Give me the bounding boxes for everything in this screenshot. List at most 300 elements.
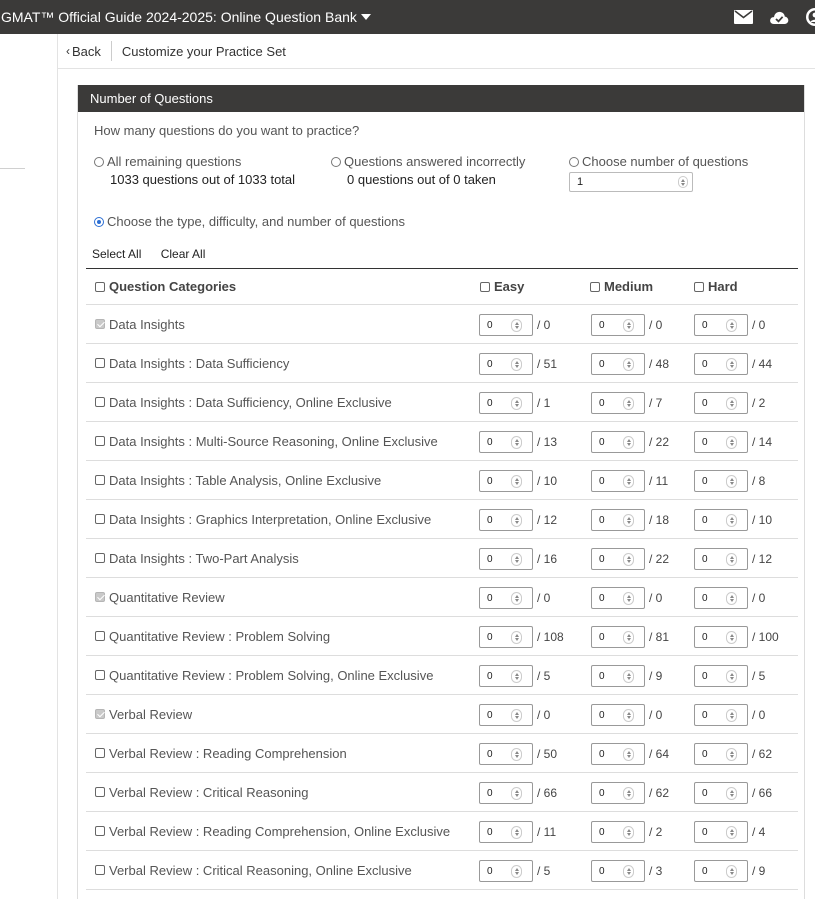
medium-count-value: 0 [599,553,605,565]
medium-total: / 7 [649,396,663,410]
option-choose-number[interactable] [569,154,748,169]
spinner-icon[interactable] [511,319,522,332]
medium-total: / 22 [649,435,670,449]
hard-count-input[interactable] [694,821,748,843]
category-label: Data Insights : Data Sufficiency, Online Exclusive [109,394,392,410]
medium-cell [591,860,662,882]
easy-count-input[interactable] [479,587,533,609]
medium-count-value: 0 [599,709,605,721]
easy-cell [479,431,557,453]
category-label: Data Insights : Graphics Interpretation, Online Exclusive [109,511,432,527]
hard-count-input[interactable] [694,626,748,648]
easy-total: / 50 [537,747,558,761]
spinner-icon[interactable] [726,319,737,332]
spinner-icon[interactable] [726,709,737,722]
medium-total: / 3 [649,864,663,878]
category-label: Data Insights [109,316,185,332]
chevron-left-icon: ‹ [66,44,70,58]
category-cell[interactable] [95,656,433,694]
hard-count-input[interactable] [694,665,748,687]
option-all-label: All remaining questions [107,154,242,169]
medium-total: / 0 [649,318,663,332]
hard-count-input[interactable] [694,509,748,531]
back-button[interactable] [58,44,111,59]
spinner-icon[interactable] [726,592,737,605]
spinner-icon[interactable] [726,787,737,800]
category-cell[interactable] [95,812,450,850]
easy-count-input[interactable] [479,626,533,648]
easy-count-value: 0 [487,514,493,526]
hard-cell [694,704,765,726]
category-cell[interactable] [95,383,392,421]
checkbox-hard[interactable] [694,282,704,292]
hard-cell [694,509,772,531]
category-checkbox [95,319,105,329]
medium-count-input[interactable] [591,587,645,609]
app-title-dropdown[interactable] [0,9,371,25]
table-row [86,773,798,812]
category-label: Data Insights : Data Sufficiency [109,355,290,371]
medium-total: / 81 [649,630,670,644]
easy-count-value: 0 [487,475,493,487]
medium-count-input[interactable] [591,626,645,648]
easy-cell [479,782,557,804]
hard-total: / 0 [752,708,766,722]
top-icons [734,0,815,34]
medium-total: / 62 [649,786,670,800]
medium-total: / 18 [649,513,670,527]
spinner-icon[interactable] [511,748,522,761]
easy-cell [479,821,556,843]
medium-count-input[interactable] [591,314,645,336]
hard-count-value: 0 [702,592,708,604]
medium-total: / 64 [649,747,670,761]
easy-cell [479,470,557,492]
checkbox-easy[interactable] [480,282,490,292]
easy-cell [479,548,557,570]
category-label: Data Insights : Two-Part Analysis [109,550,299,566]
hard-count-value: 0 [702,670,708,682]
hard-count-input[interactable] [694,743,748,765]
medium-total: / 48 [649,357,670,371]
spinner-icon[interactable] [623,358,634,371]
easy-total: / 0 [537,708,551,722]
header-easy[interactable] [480,269,524,304]
easy-count-value: 0 [487,397,493,409]
hard-cell [694,392,765,414]
easy-count-input[interactable] [479,470,533,492]
category-checkbox[interactable] [95,826,105,836]
header-easy-label: Easy [494,279,525,294]
medium-count-input[interactable] [591,353,645,375]
medium-count-value: 0 [599,358,605,370]
spinner-icon[interactable] [623,592,634,605]
easy-cell [479,704,550,726]
easy-count-value: 0 [487,319,493,331]
hard-total: / 100 [752,630,779,644]
hard-cell [694,665,765,687]
option-choose-type[interactable] [94,214,405,229]
medium-total: / 0 [649,708,663,722]
spinner-icon[interactable] [726,358,737,371]
easy-count-value: 0 [487,358,493,370]
table-row [86,656,798,695]
hard-count-input[interactable] [694,782,748,804]
medium-count-value: 0 [599,670,605,682]
spinner-icon[interactable] [726,670,737,683]
category-checkbox[interactable] [95,865,105,875]
hard-count-input[interactable] [694,860,748,882]
option-incorrect-sub: 0 questions out of 0 taken [347,172,496,187]
panel-title: Number of Questions [78,85,804,112]
spinner-icon[interactable] [726,514,737,527]
spinner-icon[interactable] [511,670,522,683]
hard-cell [694,782,772,804]
hard-count-value: 0 [702,631,708,643]
hard-count-value: 0 [702,787,708,799]
category-checkbox[interactable] [95,748,105,758]
selection-links [92,247,221,261]
easy-count-value: 0 [487,865,493,877]
easy-total: / 1 [537,396,551,410]
category-checkbox[interactable] [95,436,105,446]
hard-count-input[interactable] [694,704,748,726]
hard-count-input[interactable] [694,314,748,336]
hard-cell [694,743,772,765]
easy-cell [479,392,550,414]
easy-cell [479,626,564,648]
category-cell[interactable] [95,500,431,538]
hard-cell [694,860,765,882]
medium-count-input[interactable] [591,704,645,726]
easy-count-input[interactable] [479,782,533,804]
medium-count-value: 0 [599,319,605,331]
radio-incorrect[interactable] [331,157,341,167]
hard-count-value: 0 [702,553,708,565]
spinner-icon[interactable] [623,553,634,566]
spinner-icon[interactable] [623,748,634,761]
hard-cell [694,821,765,843]
table-row [86,344,798,383]
easy-count-input[interactable] [479,704,533,726]
spinner-icon[interactable] [511,553,522,566]
category-label: Verbal Review [109,706,193,722]
spinner-icon[interactable] [623,475,634,488]
medium-count-value: 0 [599,514,605,526]
medium-total: / 11 [649,474,669,488]
medium-count-value: 0 [599,475,605,487]
spinner-icon[interactable] [726,631,737,644]
easy-count-input[interactable] [479,548,533,570]
easy-count-input[interactable] [479,392,533,414]
option-all-sub: 1033 questions out of 1033 total [110,172,296,187]
category-checkbox[interactable] [95,397,105,407]
table-row [86,812,798,851]
spinner-icon[interactable] [623,397,634,410]
medium-count-value: 0 [599,436,605,448]
spinner-icon[interactable] [726,748,737,761]
category-checkbox[interactable] [95,514,105,524]
top-bar [0,0,815,34]
spinner-icon[interactable] [511,358,522,371]
medium-count-value: 0 [599,748,605,760]
category-cell[interactable] [95,305,185,343]
easy-count-input[interactable] [479,431,533,453]
panel-prompt: How many questions do you want to practice? [94,123,360,138]
medium-count-input[interactable] [591,860,645,882]
medium-total: / 2 [649,825,663,839]
category-cell[interactable] [95,461,381,499]
easy-total: / 5 [537,669,551,683]
hard-total: / 4 [752,825,766,839]
account-icon[interactable] [803,8,815,26]
table-row [86,578,798,617]
hard-count-input[interactable] [694,587,748,609]
hard-cell [694,548,772,570]
hard-total: / 14 [752,435,773,449]
easy-cell [479,353,557,375]
hard-cell [694,314,765,336]
easy-count-value: 0 [487,631,493,643]
hard-count-input[interactable] [694,470,748,492]
category-cell[interactable] [95,851,412,889]
header-medium[interactable] [590,269,653,304]
page-title: Customize your Practice Set [121,43,286,59]
table-row [86,851,798,890]
category-cell[interactable] [95,344,289,382]
spinner-icon[interactable] [511,475,522,488]
clear-all-link[interactable]: Clear All [160,247,206,261]
spinner-icon[interactable] [511,514,522,527]
spinner-icon[interactable] [511,631,522,644]
category-checkbox [95,709,105,719]
checkbox-medium[interactable] [590,282,600,292]
table-header [86,268,798,305]
easy-count-input[interactable] [479,860,533,882]
medium-cell [591,821,662,843]
table-row [86,734,798,773]
easy-total: / 12 [537,513,558,527]
hard-count-input[interactable] [694,431,748,453]
hard-count-input[interactable] [694,353,748,375]
category-checkbox[interactable] [95,475,105,485]
hard-cell [694,587,765,609]
easy-count-value: 0 [487,826,493,838]
spinner-icon[interactable] [511,787,522,800]
question-count-input[interactable] [569,172,693,192]
hard-cell [694,431,772,453]
easy-total: / 108 [537,630,564,644]
hard-total: / 44 [752,357,773,371]
category-cell[interactable] [95,734,347,772]
medium-cell [591,587,662,609]
category-cell[interactable] [95,773,308,811]
spinner-icon[interactable] [511,826,522,839]
mail-icon[interactable] [734,10,753,24]
table-row [86,305,798,344]
spinner-icon[interactable] [726,436,737,449]
category-checkbox [95,592,105,602]
option-choose-number-label: Choose number of questions [582,154,749,169]
rail-divider [0,168,25,169]
table-row [86,422,798,461]
easy-count-value: 0 [487,436,493,448]
medium-count-input[interactable] [591,548,645,570]
medium-count-value: 0 [599,397,605,409]
hard-total: / 0 [752,591,766,605]
medium-count-input[interactable] [591,821,645,843]
table-row [86,500,798,539]
easy-total: / 0 [537,318,551,332]
cloud-check-icon[interactable] [769,10,789,25]
medium-count-input[interactable] [591,782,645,804]
medium-count-value: 0 [599,592,605,604]
hard-total: / 5 [752,669,766,683]
category-cell[interactable] [95,422,438,460]
category-cell[interactable] [95,539,299,577]
easy-cell [479,314,550,336]
spinner-icon[interactable] [623,319,634,332]
hard-count-input[interactable] [694,392,748,414]
table-row [86,461,798,500]
medium-count-value: 0 [599,865,605,877]
caret-down-icon [361,14,371,20]
header-hard-label: Hard [708,279,738,294]
subheader [58,34,815,69]
spinner-icon[interactable] [511,709,522,722]
spinner-icon[interactable] [623,631,634,644]
hard-total: / 0 [752,318,766,332]
medium-count-input[interactable] [591,509,645,531]
medium-cell [591,548,669,570]
option-all-remaining[interactable] [94,154,295,187]
medium-count-input[interactable] [591,743,645,765]
spinner-icon[interactable] [623,787,634,800]
hard-count-value: 0 [702,358,708,370]
easy-total: / 51 [537,357,558,371]
category-label: Data Insights : Table Analysis, Online Exclusive [109,472,382,488]
radio-all-remaining[interactable] [94,157,104,167]
easy-count-input[interactable] [479,665,533,687]
spinner-icon[interactable] [623,514,634,527]
select-all-link[interactable]: Select All [92,247,142,261]
spinner-icon[interactable] [511,397,522,410]
easy-total: / 13 [537,435,558,449]
medium-count-value: 0 [599,631,605,643]
option-incorrect-label: Questions answered incorrectly [344,154,526,169]
hard-total: / 62 [752,747,773,761]
hard-count-value: 0 [702,865,708,877]
medium-cell [591,353,669,375]
category-checkbox[interactable] [95,631,105,641]
hard-total: / 2 [752,396,766,410]
easy-total: / 0 [537,591,551,605]
spinner-icon[interactable] [511,865,522,878]
medium-cell [591,314,662,336]
medium-cell [591,743,669,765]
easy-count-input[interactable] [479,743,533,765]
category-label: Verbal Review : Critical Reasoning [109,784,309,800]
header-category[interactable] [95,269,236,304]
hard-total: / 66 [752,786,773,800]
hard-count-value: 0 [702,319,708,331]
spinner-icon[interactable] [726,826,737,839]
easy-count-input[interactable] [479,353,533,375]
spinner-icon[interactable] [678,176,688,188]
spinner-icon[interactable] [623,826,634,839]
easy-count-value: 0 [487,670,493,682]
easy-count-value: 0 [487,592,493,604]
category-label: Quantitative Review [109,589,225,605]
category-checkbox[interactable] [95,787,105,797]
category-label: Verbal Review : Reading Comprehension, Online Exclusive [109,823,451,839]
question-count-value: 1 [577,176,584,188]
category-label: Quantitative Review : Problem Solving, Online Exclusive [109,667,434,683]
medium-count-value: 0 [599,787,605,799]
spinner-icon[interactable] [726,397,737,410]
spinner-icon[interactable] [623,436,634,449]
category-cell[interactable] [95,617,330,655]
spinner-icon[interactable] [726,475,737,488]
medium-count-input[interactable] [591,392,645,414]
spinner-icon[interactable] [726,553,737,566]
option-incorrect[interactable] [331,154,525,187]
table-row [86,383,798,422]
category-cell[interactable] [95,695,192,733]
medium-total: / 9 [649,669,663,683]
easy-cell [479,587,550,609]
option-choose-type-label: Choose the type, difficulty, and number of questions [107,214,405,229]
hard-count-value: 0 [702,826,708,838]
easy-count-input[interactable] [479,821,533,843]
medium-count-input[interactable] [591,470,645,492]
easy-total: / 10 [537,474,558,488]
spinner-icon[interactable] [623,709,634,722]
easy-cell [479,665,550,687]
back-label: Back [72,43,101,59]
hard-count-value: 0 [702,709,708,721]
easy-count-value: 0 [487,787,493,799]
medium-cell [591,392,662,414]
medium-count-input[interactable] [591,431,645,453]
easy-total: / 16 [537,552,558,566]
medium-count-input[interactable] [591,665,645,687]
category-checkbox[interactable] [95,553,105,563]
easy-count-input[interactable] [479,314,533,336]
radio-choose-type[interactable] [94,217,104,227]
spinner-icon[interactable] [726,865,737,878]
spinner-icon[interactable] [511,436,522,449]
hard-count-value: 0 [702,475,708,487]
category-cell[interactable] [95,578,225,616]
radio-choose-number[interactable] [569,157,579,167]
checkbox-all-categories[interactable] [95,282,105,292]
spinner-icon[interactable] [623,670,634,683]
medium-count-value: 0 [599,826,605,838]
easy-cell [479,509,557,531]
spinner-icon[interactable] [623,865,634,878]
category-label: Verbal Review : Reading Comprehension [109,745,347,761]
number-of-questions-panel [77,85,805,899]
left-rail [0,34,58,899]
category-checkbox[interactable] [95,670,105,680]
easy-count-input[interactable] [479,509,533,531]
header-hard[interactable] [694,269,738,304]
header-category-label: Question Categories [109,279,237,294]
spinner-icon[interactable] [511,592,522,605]
category-checkbox[interactable] [95,358,105,368]
hard-count-input[interactable] [694,548,748,570]
